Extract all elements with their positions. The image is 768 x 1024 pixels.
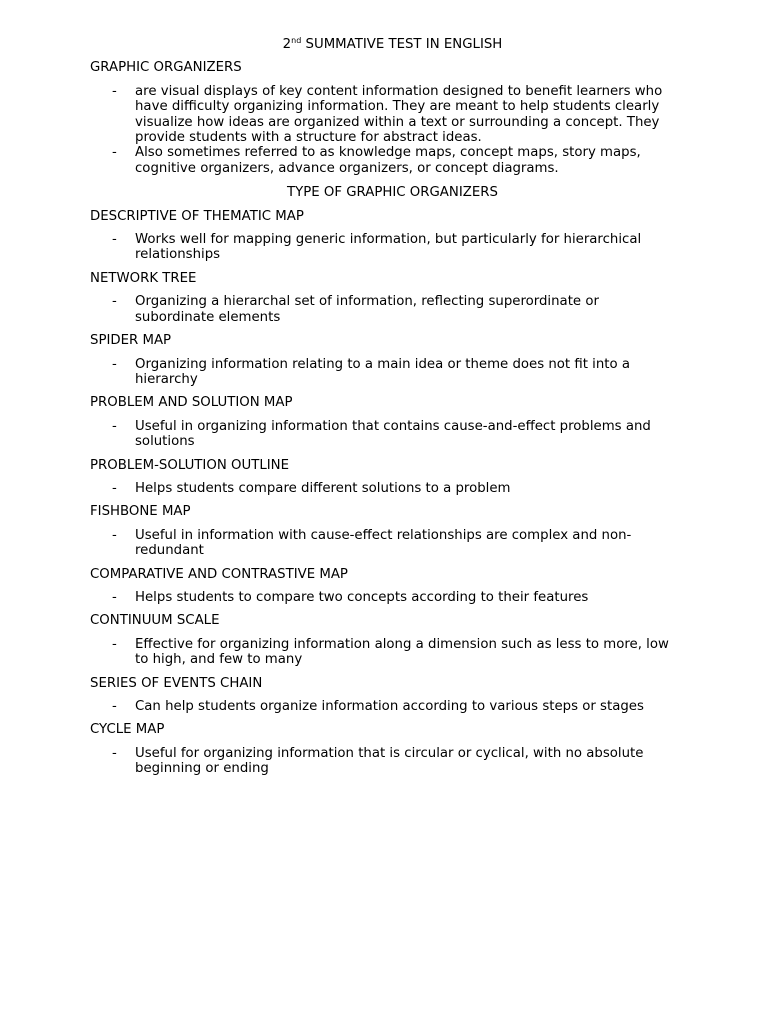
dash-bullet: - xyxy=(112,356,117,372)
dash-bullet: - xyxy=(112,636,117,652)
title-superscript: nd xyxy=(291,36,302,45)
section-heading: CONTINUUM SCALE xyxy=(90,613,220,629)
section-heading: PROBLEM AND SOLUTION MAP xyxy=(90,395,293,411)
section-block xyxy=(90,504,680,558)
section-list xyxy=(90,637,680,668)
section-heading: SERIES OF EVENTS CHAIN xyxy=(90,675,263,691)
list-item xyxy=(90,232,680,263)
section-list xyxy=(90,590,680,605)
list-item xyxy=(90,145,680,176)
section-heading: NETWORK TREE xyxy=(90,270,197,286)
dash-bullet: - xyxy=(112,699,117,714)
section-block xyxy=(90,395,680,449)
section-list xyxy=(90,528,680,559)
list-item xyxy=(90,699,680,714)
section-heading: SPIDER MAP xyxy=(90,333,172,349)
title-rest: SUMMATIVE TEST IN ENGLISH xyxy=(301,37,503,52)
list-item xyxy=(90,746,680,777)
section-block xyxy=(90,458,680,497)
list-item xyxy=(90,84,680,146)
intro-heading: GRAPHIC ORGANIZERS xyxy=(90,60,242,76)
intro-list xyxy=(90,84,680,176)
section-list xyxy=(90,481,680,496)
list-item xyxy=(90,357,680,388)
section-list xyxy=(90,746,680,777)
list-item-text: Organizing information relating to a main idea or theme does not fit into a hierarchy xyxy=(135,356,631,387)
section-block xyxy=(90,722,680,776)
list-item-text: Also sometimes referred to as knowledge maps, concept maps, story maps, cognitive organizers, advance organizers, or concept diagrams. xyxy=(135,145,641,176)
section-list xyxy=(90,419,680,450)
list-item-text: Effective for organizing information along a dimension such as less to more, low to high, and few to many xyxy=(135,636,669,668)
list-item-text: Useful in information with cause-effect relationships are complex and non-redundant xyxy=(135,527,632,559)
section-block xyxy=(90,676,680,715)
list-item-text: are visual displays of key content information designed to benefit learners who have difficulty organizing information. They are meant to help students clearly visualize how ideas are organized within a text or surrounding a concept. They provide students with a structure for abstract ideas. xyxy=(135,83,663,146)
list-item-text: Organizing a hierarchal set of information, reflecting superordinate or subordinate elements xyxy=(135,294,599,325)
section-block xyxy=(90,333,680,387)
dash-bullet: - xyxy=(112,589,117,605)
list-item-text: Helps students to compare two concepts according to their features xyxy=(135,589,589,605)
dash-bullet: - xyxy=(112,145,117,161)
title-prefix: 2 xyxy=(282,37,292,52)
section-list xyxy=(90,357,680,388)
dash-bullet: - xyxy=(112,232,117,248)
section-block xyxy=(90,271,680,325)
dash-bullet: - xyxy=(112,745,117,761)
section-block xyxy=(90,209,680,263)
list-item xyxy=(90,528,680,559)
list-item-text: Can help students organize information according to various steps or stages xyxy=(135,699,644,714)
section-heading: FISHBONE MAP xyxy=(90,504,191,520)
list-item-text: Useful for organizing information that is circular or cyclical, with no absolute beginning or ending xyxy=(135,745,644,777)
dash-bullet: - xyxy=(112,480,117,496)
section-heading: COMPARATIVE AND CONTRASTIVE MAP xyxy=(90,566,348,582)
section-list xyxy=(90,294,680,325)
dash-bullet: - xyxy=(112,527,117,543)
list-item xyxy=(90,590,680,605)
dash-bullet: - xyxy=(112,294,117,310)
list-item-text: Helps students compare different solutions to a problem xyxy=(135,480,511,496)
list-item xyxy=(90,419,680,450)
list-item xyxy=(90,481,680,496)
section-heading: PROBLEM-SOLUTION OUTLINE xyxy=(90,457,289,473)
section-block xyxy=(90,613,680,667)
section-list xyxy=(90,232,680,263)
section-heading: CYCLE MAP xyxy=(90,722,165,738)
list-item-text: Works well for mapping generic information, but particularly for hierarchical relationships xyxy=(135,232,642,263)
list-item xyxy=(90,294,680,325)
page-title xyxy=(90,37,680,52)
sections-container xyxy=(90,209,680,777)
dash-bullet: - xyxy=(112,418,117,434)
section-heading: DESCRIPTIVE OF THEMATIC MAP xyxy=(90,208,304,224)
dash-bullet: - xyxy=(112,83,117,99)
section-list xyxy=(90,699,680,714)
types-heading: TYPE OF GRAPHIC ORGANIZERS xyxy=(287,185,498,201)
document-page xyxy=(90,37,680,777)
list-item-text: Useful in organizing information that contains cause-and-effect problems and solutions xyxy=(135,418,651,450)
list-item xyxy=(90,637,680,668)
section-block xyxy=(90,567,680,606)
